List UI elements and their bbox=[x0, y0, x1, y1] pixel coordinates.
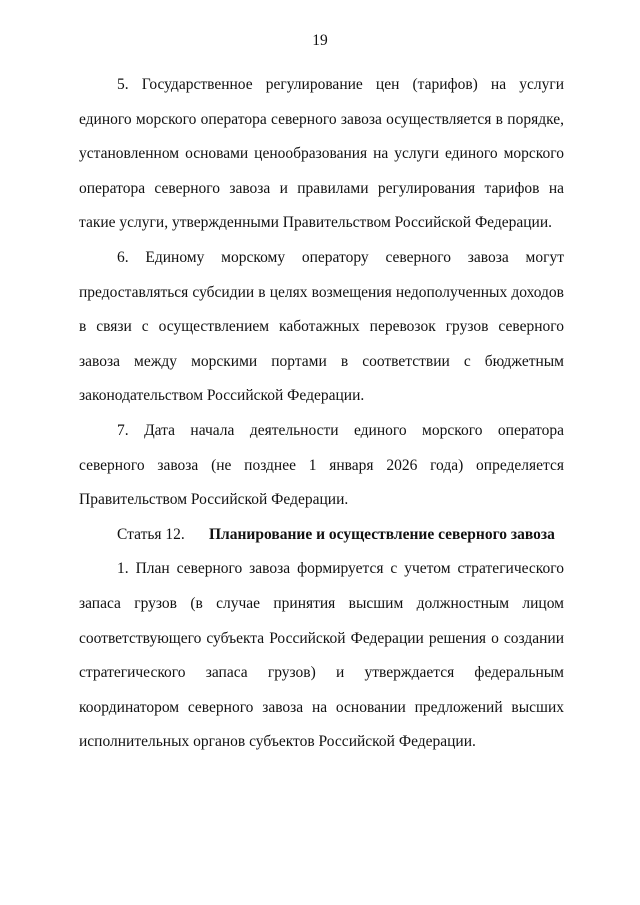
article-12-paragraph-1: 1. План северного завоза формируется с учетом стратегического запаса грузов (в случае принятия высшим должностным лицом соответствующего субъекта Российской Федерации решения о создании стратегического запаса грузов) и утверждается федеральным координатором северного завоза на основании предложений высших исполнительных органов субъектов Российской Федерации. bbox=[79, 560, 564, 751]
paragraph-7: 7. Дата начала деятельности единого морского оператора северного завоза (не позднее 1 января 2026 года) определяется Правительством Российской Федерации. bbox=[79, 421, 564, 509]
article-label: Статья 12. bbox=[117, 525, 185, 543]
page-number: 19 bbox=[312, 32, 328, 49]
paragraph-5: 5. Государственное регулирование цен (тарифов) на услуги единого морского оператора северного завоза осуществляется в порядке, установленном основами ценообразования на услуги единого морского оператора северного завоза и правилами регулирования тарифов на такие услуги, утвержденными Правительством Российской Федерации. bbox=[79, 76, 564, 232]
document-body bbox=[79, 68, 564, 760]
paragraph-6: 6. Единому морскому оператору северного завоза могут предоставляться субсидии в целях возмещения недополученных доходов в связи с осуществлением каботажных перевозок грузов северного завоза между морскими портами в соответствии с бюджетным законодательством Российской Федерации. bbox=[79, 248, 564, 405]
article-heading bbox=[79, 518, 564, 553]
article-title: Планирование и осуществление северного завоза bbox=[209, 525, 555, 543]
